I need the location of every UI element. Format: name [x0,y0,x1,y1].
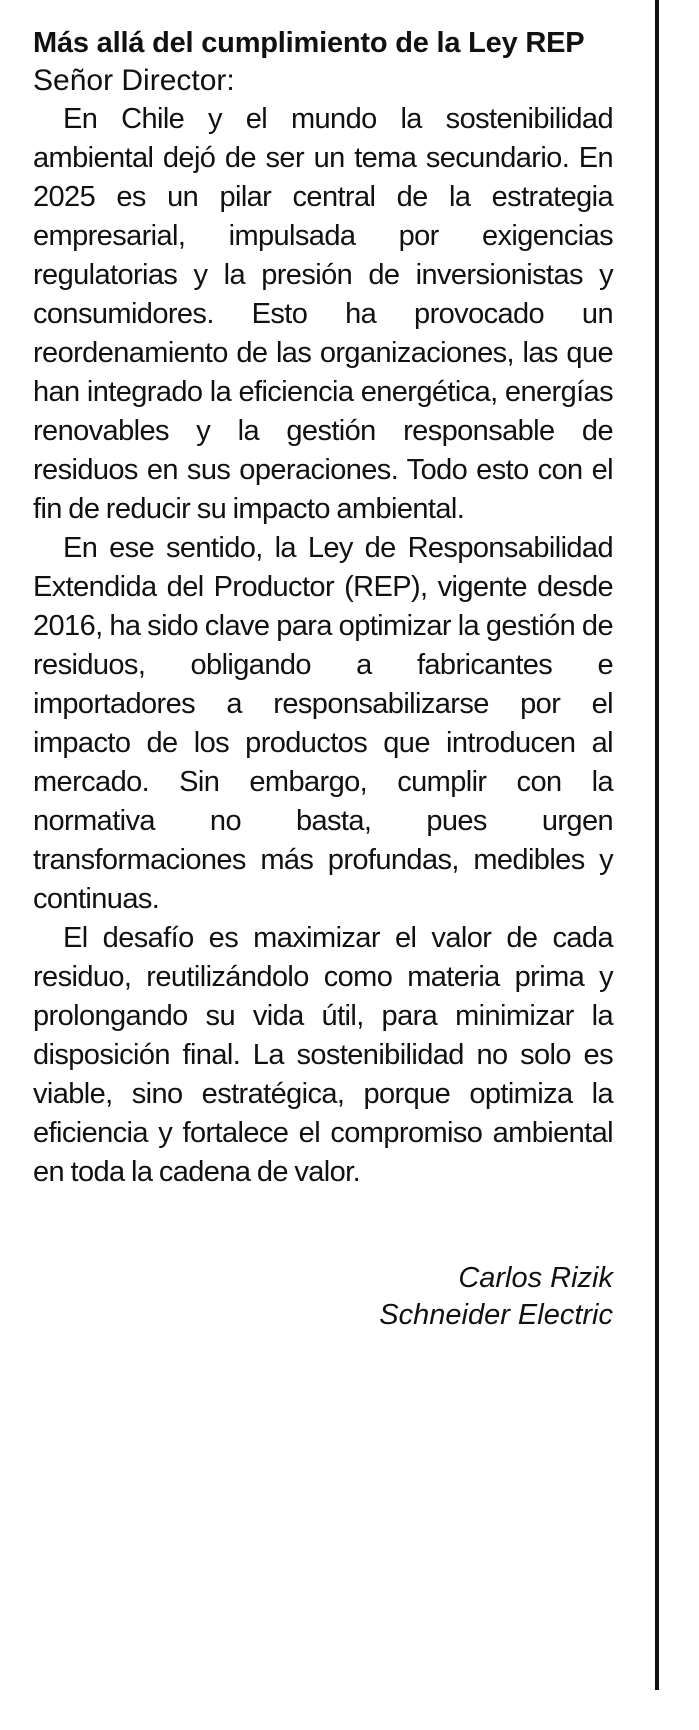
column-divider [655,0,659,1690]
author-affiliation: Schneider Electric [379,1299,613,1331]
letter-paragraph-2: En ese sentido, la Ley de Responsabilidad Extendida del Productor (REP), vigente desde 2016, ha sido clave para optimizar la gestión de residuos, obligando a fabricantes e importadores a responsabilizarse por el impacto de los productos que introducen al mercado. Sin embargo, cumplir con la normativa no basta, pues urgen transformaciones más profundas, medibles y continuas. [33,532,613,915]
letter-signature [33,1260,613,1334]
letter-title: Más allá del cumplimiento de la Ley REP [33,27,585,59]
author-name: Carlos Rizik [458,1262,613,1294]
letter-column [33,26,613,1334]
letter-paragraph-3: El desafío es maximizar el valor de cada residuo, reutilizándolo como materia prima y prolongando su vida útil, para minimizar la disposición final. La sostenibilidad no solo es viable, sino estratégica, porque optimiza la eficiencia y fortalece el compromiso ambiental en toda la cadena de valor. [33,922,613,1188]
letter-salutation: Señor Director: [33,64,235,97]
letter-paragraph-1: En Chile y el mundo la sostenibilidad ambiental dejó de ser un tema secundario. En 2025 es un pilar central de la estrategia empresarial, impulsada por exigencias regulatorias y la presión de inversionistas y consumidores. Esto ha provocado un reordenamiento de las organizaciones, las que han integrado la eficiencia energética, energías renovables y la gestión responsable de residuos en sus operaciones. Todo esto con el fin de reducir su impacto ambiental. [33,103,613,525]
